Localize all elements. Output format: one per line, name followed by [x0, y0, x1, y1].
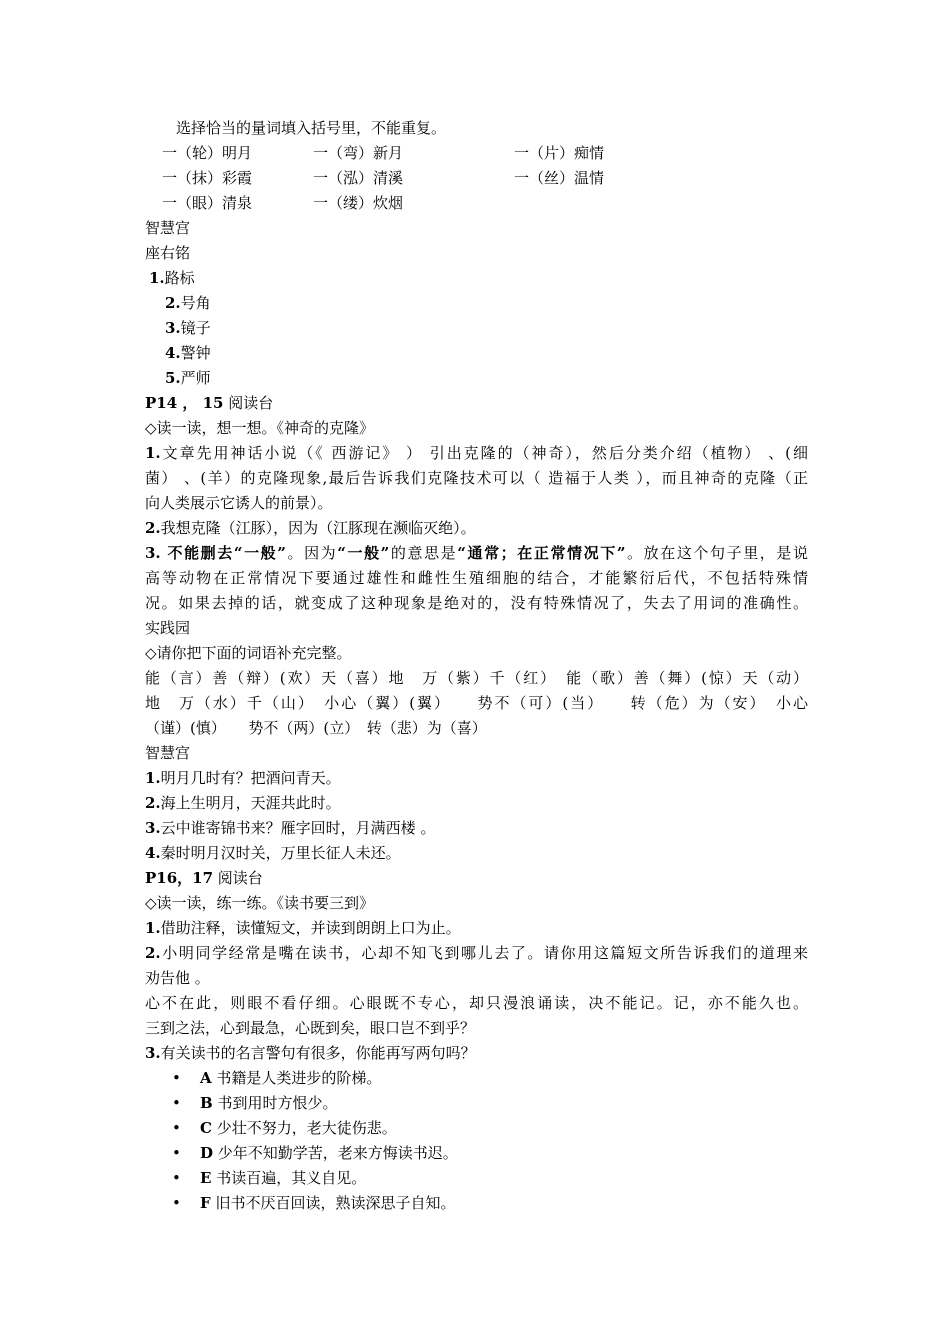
item-letter: C: [200, 1119, 212, 1137]
quote-line: 心不在此，则眼不看仔细。心眼既不专心，却只漫浪诵读，决不能记。记，亦不能久也。: [145, 994, 808, 1012]
item-number: 3.: [145, 819, 161, 837]
item-number: 1.: [149, 269, 165, 287]
page-number: P14 ， 15: [145, 394, 224, 412]
item-letter: A: [200, 1069, 212, 1087]
item-text: 书籍是人类进步的阶梯。: [216, 1069, 382, 1087]
poem-line: [145, 793, 341, 813]
section-title: 实践园: [145, 619, 191, 637]
item-number: 2.: [145, 944, 161, 962]
item-letter: D: [200, 1144, 214, 1162]
answer-line: [145, 443, 808, 463]
measure-word-item: 一（轮）明月: [162, 144, 253, 162]
bullet-icon: •: [172, 1119, 181, 1137]
page-heading: [145, 393, 273, 413]
answer-line: 向人类展示它诱人的前景）。: [145, 494, 333, 512]
answer-text: 小明同学经常是嘴在读书，心却不知飞到哪儿去了。请你用这篇短文所告诉我们的道理来: [160, 944, 808, 962]
answer-text: 文章先用神话小说（《 西游记》 ） 引出克隆的（神奇），然后分类介绍（植物） 、(细: [160, 444, 808, 462]
measure-word-item: 一（丝）温情: [514, 169, 605, 187]
section-title: 智慧宫: [145, 219, 191, 237]
item-number: 2.: [165, 294, 181, 312]
item-number: 1.: [145, 769, 161, 787]
poem-line: [145, 843, 401, 863]
answer-line: 能（言）善（辩）(欢）天（喜）地 万（紫）千（红） 能（歌）善（舞）(惊）天（动）: [145, 669, 808, 687]
section-subtitle: 座右铭: [145, 244, 191, 262]
item-number: 5.: [165, 369, 181, 387]
list-item: [165, 343, 211, 363]
bullet-icon: •: [172, 1169, 181, 1187]
item-text: 海上生明月，天涯共此时。: [160, 794, 341, 812]
item-text: 秦时明月汉时关，万里长征人未还。: [160, 844, 401, 862]
answer-line: [145, 543, 808, 563]
bold-phrase: 不能删去“一般”: [160, 544, 286, 562]
quote-line: 三到之法，心到最急，心既到矣，眼口岂不到乎？: [145, 1019, 476, 1037]
item-text: 明月几时有？把酒问青天。: [160, 769, 341, 787]
list-item: [165, 318, 211, 338]
item-text: 警钟: [180, 344, 211, 362]
item-number: 4.: [145, 844, 161, 862]
measure-word-item: 一（抹）彩霞: [162, 169, 253, 187]
item-text: 旧书不厌百回读，熟读深思子自知。: [215, 1194, 456, 1212]
item-number: 2.: [145, 794, 161, 812]
bullet-icon: •: [172, 1069, 181, 1087]
answer-line: （谨）(慎） 势不（两）(立） 转（悲）为（喜）: [145, 719, 487, 737]
item-number: 3.: [145, 544, 161, 562]
page-number: P16，17: [145, 869, 214, 887]
answer-line: 况。如果去掉的话，就变成了这种现象是绝对的，没有特殊情况了，失去了用词的准确性。: [145, 594, 808, 612]
measure-word-item: 一（泓）清溪: [313, 169, 404, 187]
item-text: 书到用时方恨少。: [217, 1094, 338, 1112]
bullet-icon: •: [172, 1144, 181, 1162]
item-letter: B: [200, 1094, 213, 1112]
bullet-item: [172, 1193, 456, 1213]
bullet-item: [172, 1168, 367, 1188]
answer-text: 。放在这个句子里，是说: [625, 544, 808, 562]
exercise-prompt: ◇请你把下面的词语补充完整。: [145, 644, 352, 662]
bullet-item: [172, 1093, 338, 1113]
poem-line: [145, 768, 341, 788]
item-number: 1.: [145, 444, 161, 462]
list-item: [165, 293, 211, 313]
item-text: 书读百遍，其义自见。: [216, 1169, 367, 1187]
item-letter: E: [200, 1169, 212, 1187]
exercise-prompt: ◇读一读，想一想。《神奇的克隆》: [145, 419, 375, 437]
answer-text: 我想克隆（江豚），因为（江豚现在濒临灭绝）。: [160, 519, 476, 537]
bullet-item: [172, 1118, 397, 1138]
item-text: 镜子: [180, 319, 211, 337]
bold-phrase: “通常；在正常情况下”: [457, 544, 626, 562]
list-item: [165, 368, 211, 388]
answer-line: 地 万（水）千（山） 小心（翼）(翼） 势不（可）(当） 转（危）为（安） 小心: [145, 694, 808, 712]
item-number: 3.: [165, 319, 181, 337]
item-letter: F: [200, 1194, 211, 1212]
answer-line: 高等动物在正常情况下要通过雄性和雌性生殖细胞的结合，才能繁衍后代，不包括特殊情: [145, 569, 808, 587]
exercise-prompt: ◇读一读，练一练。《读书要三到》: [145, 894, 375, 912]
list-item: [149, 268, 195, 288]
bullet-item: [172, 1068, 382, 1088]
answer-line: [145, 918, 461, 938]
poem-line: [145, 818, 435, 838]
answer-text: 的意思是: [389, 544, 458, 562]
answer-line: 劝告他 。: [145, 969, 210, 987]
item-text: 严师: [180, 369, 211, 387]
answer-line: [145, 943, 808, 963]
measure-word-item: 一（眼）清泉: [162, 194, 253, 212]
bullet-icon: •: [172, 1094, 181, 1112]
measure-word-item: 一（缕）炊烟: [313, 194, 404, 212]
bullet-icon: •: [172, 1194, 181, 1212]
bullet-item: [172, 1143, 458, 1163]
measure-word-item: 一（片）痴情: [514, 144, 605, 162]
heading-label: 阅读台: [213, 869, 263, 887]
section-title: 智慧宫: [145, 744, 191, 762]
answer-text: 有关读书的名言警句有很多，你能再写两句吗？: [160, 1044, 476, 1062]
item-number: 1.: [145, 919, 161, 937]
item-number: 2.: [145, 519, 161, 537]
answer-line: [145, 518, 476, 538]
measure-word-item: 一（弯）新月: [313, 144, 404, 162]
item-text: 号角: [180, 294, 211, 312]
answer-line: 菌） 、(羊）的克隆现象,最后告诉我们克隆技术可以（ 造福于人类 ），而且神奇的克隆（正: [145, 469, 808, 487]
item-number: 3.: [145, 1044, 161, 1062]
intro-instruction: 选择恰当的量词填入括号里，不能重复。: [176, 119, 447, 137]
heading-label: 阅读台: [228, 394, 274, 412]
answer-text: 借助注释，读懂短文，并读到朗朗上口为止。: [160, 919, 461, 937]
answer-text: 。因为: [285, 544, 338, 562]
item-text: 路标: [164, 269, 195, 287]
item-text: 少年不知勤学苦，老来方悔读书迟。: [217, 1144, 458, 1162]
item-text: 云中谁寄锦书来？雁字回时，月满西楼 。: [160, 819, 436, 837]
page-heading: [145, 868, 263, 888]
item-text: 少壮不努力，老大徒伤悲。: [216, 1119, 397, 1137]
item-number: 4.: [165, 344, 181, 362]
bold-phrase: “一般”: [337, 544, 390, 562]
answer-line: [145, 1043, 476, 1063]
